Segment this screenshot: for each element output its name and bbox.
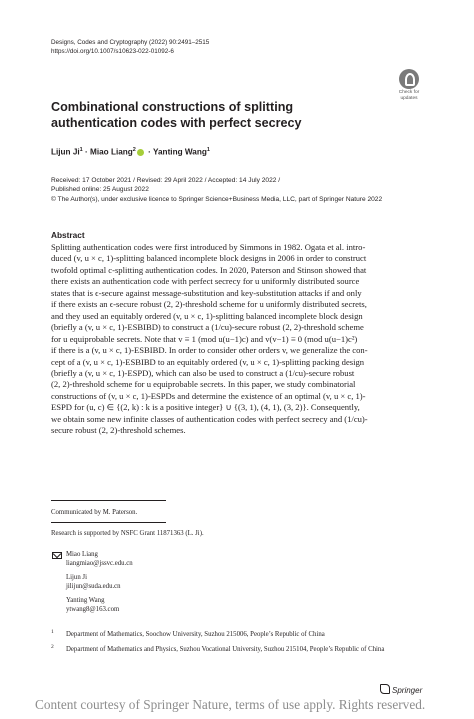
journal-header: [51, 38, 209, 56]
abstract-line: for u equiprobable secrets. Note that v ≡ 1 (mod u(u−1)c) and v(v−1) ≡ 0 (mod u(u−1)c²): [51, 333, 358, 344]
author-separator: ·: [148, 147, 151, 157]
author-list: [51, 147, 210, 157]
abstract-line: ESPD for (u, c) ∈ {(2, k) : k is a positive integer} ∪ {(3, 1), (4, 1), (3, 2)}. Consequently,: [51, 402, 360, 413]
affiliation-entry: [51, 630, 421, 639]
courtesy-watermark: Content courtesy of Springer Nature, terms of use apply. Rights reserved.: [35, 697, 426, 712]
author-affiliation-mark: 1: [79, 147, 83, 153]
contact-email[interactable]: ytwang8@163.com: [66, 606, 120, 614]
abstract-line: (briefly a (v, u × c, 1)-ESBIBD) to construct a (1/cu)-secure robust (2, 2)-threshold scheme: [51, 322, 364, 333]
copyright-line: © The Author(s), under exclusive licence to Springer Science+Business Media, LLC, part of Springer Nature 2022: [51, 195, 383, 203]
abstract-line: if there exists an ϵ-secure robust (2, 2)-threshold scheme for u uniformly distributed secrets,: [51, 299, 367, 310]
communicated-note: Communicated by M. Paterson.: [51, 509, 138, 516]
abstract-body: [51, 242, 422, 437]
author-separator: ·: [85, 147, 88, 157]
contact-entry: [51, 550, 133, 569]
affiliation-number: 2: [51, 644, 54, 650]
author-name[interactable]: Yanting Wang: [153, 147, 207, 157]
paper-title: Combinational constructions of splitting authentication codes with perfect secrecy: [51, 100, 302, 130]
contact-email[interactable]: jilijun@suda.edu.cn: [66, 583, 121, 591]
springer-horse-icon: [380, 684, 390, 694]
contact-name: Lijun Ji: [66, 573, 87, 581]
check-badge-line2: updates: [400, 95, 418, 101]
abstract-line: secure robust (2, 2)-threshold schemes.: [51, 425, 186, 436]
footnote-divider: [51, 522, 166, 523]
abstract-line: and they used an equitably ordered (v, u × c, 1)-splitting balanced incomplete block design: [51, 310, 363, 321]
author-name[interactable]: Miao Liang: [90, 147, 133, 157]
contact-entry: [51, 573, 133, 592]
contact-name: Miao Liang: [66, 551, 98, 558]
envelope-icon: [52, 552, 62, 559]
abstract-line: we obtain some new infinite classes of authentication codes with perfect secrecy and (1/cu)-: [51, 413, 368, 424]
abstract-heading: Abstract: [51, 230, 85, 240]
publication-history: [51, 176, 431, 204]
contact-name: Yanting Wang: [66, 596, 105, 604]
author-affiliation-mark: 2: [132, 147, 136, 153]
affiliation-text: Department of Mathematics, Soochow University, Suzhou 215006, People’s Republic of China: [66, 631, 325, 638]
affiliation-entry: [51, 645, 421, 654]
abstract-line: states that is ϵ-secure against message-substitution and key-substitution attacks if and only: [51, 287, 362, 298]
funding-note: Research is supported by NSFC Grant 11871363 (L. Ji).: [51, 530, 204, 537]
footnote-divider: [51, 500, 166, 501]
dates-line: Received: 17 October 2021 / Revised: 29 April 2022 / Accepted: 14 July 2022 /: [51, 177, 281, 184]
contact-entry: [51, 596, 133, 615]
author-name[interactable]: Lijun Ji: [51, 147, 80, 157]
journal-citation: Designs, Codes and Cryptography (2022) 90:2491–2515: [51, 39, 210, 46]
publisher-name: Springer: [392, 686, 423, 695]
abstract-line: Splitting authentication codes were first introduced by Simmons in 1982. Ogata et al. intro-: [51, 242, 366, 252]
abstract-line: if there is a (v, u × c, 1)-ESBIBD. In order to consider other orders v, we generalize the con-: [51, 345, 368, 356]
abstract-line: duced (v, u × c, 1)-splitting balanced incomplete block designs in 2006 in order to construct: [51, 253, 367, 264]
check-for-updates-icon: [399, 69, 419, 89]
affiliation-number: 1: [51, 629, 54, 635]
doi-link[interactable]: https://doi.org/10.1007/s10623-022-01092-6: [51, 48, 174, 55]
author-affiliation-mark: 1: [206, 147, 210, 153]
contact-email[interactable]: liangmiao@jssvc.edu.cn: [66, 560, 133, 568]
publisher-logo: [380, 684, 422, 695]
check-for-updates-badge[interactable]: [392, 69, 426, 102]
abstract-line: (2, 2)-threshold scheme for u equiprobable secrets. In this paper, we study combinatorial: [51, 379, 356, 390]
abstract-line: there exists an authentication code with perfect secrecy for u uniformly distributed source: [51, 276, 360, 287]
check-badge-line1: Check for: [398, 90, 420, 95]
abstract-line: twofold optimal c-splitting authentication codes. In 2020, Paterson and Stinson showed that: [51, 264, 367, 275]
contact-list: [51, 550, 133, 618]
abstract-line: constructions of (v, u × c, 1)-ESPDs and determine the existence of an optimal (v, u × c, 1)-: [51, 390, 366, 401]
abstract-line: cept of a (v, u × c, 1)-ESBIBD to an equitably ordered (v, u × c, 1)-splitting packing design: [51, 356, 365, 367]
abstract-line: (briefly a (v, u × c, 1)-ESPD), which can also be used to construct a (1/cu)-secure robust: [51, 367, 355, 378]
dates-line: Published online: 25 August 2022: [51, 186, 149, 194]
affiliation-text: Department of Mathematics and Physics, Suzhou Vocational University, Suzhou 215104, People’s Republic of China: [66, 646, 385, 653]
orcid-icon[interactable]: [137, 149, 144, 156]
